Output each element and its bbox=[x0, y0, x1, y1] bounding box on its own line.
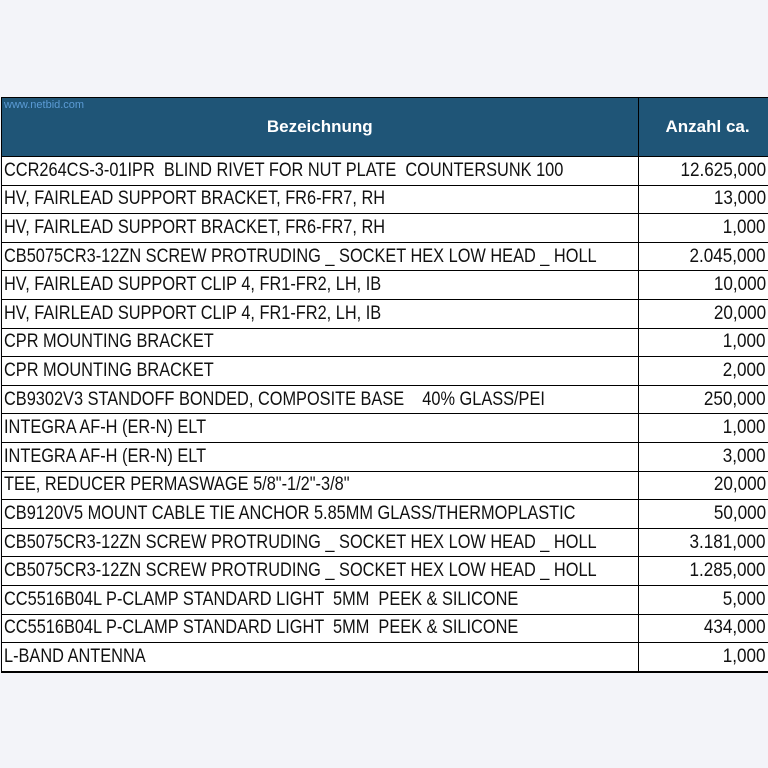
table-row bbox=[2, 614, 768, 643]
table-row bbox=[2, 442, 768, 471]
item-name: CB5075CR3-12ZN SCREW PROTRUDING _ SOCKET HEX LOW HEAD _ HOLL bbox=[4, 245, 597, 267]
item-name-cell bbox=[2, 185, 638, 214]
column-header-bezeichnung: Bezeichnung bbox=[2, 98, 638, 157]
item-quantity-cell bbox=[638, 614, 768, 643]
item-quantity: 250,000 bbox=[704, 388, 766, 410]
item-name-cell bbox=[2, 442, 638, 471]
table-row bbox=[2, 299, 768, 328]
item-name: HV, FAIRLEAD SUPPORT CLIP 4, FR1-FR2, LH, IB bbox=[4, 274, 382, 296]
item-name-cell bbox=[2, 414, 638, 443]
item-quantity-cell bbox=[638, 328, 768, 357]
item-quantity-cell bbox=[638, 271, 768, 300]
item-name: INTEGRA AF-H (ER-N) ELT bbox=[4, 417, 207, 439]
table-row bbox=[2, 385, 768, 414]
item-quantity-cell bbox=[638, 471, 768, 500]
table-row bbox=[2, 557, 768, 586]
column-header-anzahl: Anzahl ca. bbox=[638, 98, 768, 157]
item-name: HV, FAIRLEAD SUPPORT BRACKET, FR6-FR7, RH bbox=[4, 216, 386, 238]
item-quantity-cell bbox=[638, 643, 768, 672]
item-name-cell bbox=[2, 328, 638, 357]
item-quantity-cell bbox=[638, 500, 768, 529]
item-quantity: 13,000 bbox=[713, 188, 766, 210]
table-row bbox=[2, 357, 768, 386]
item-quantity: 12.625,000 bbox=[680, 159, 766, 181]
item-name-cell bbox=[2, 585, 638, 614]
item-name: CCR264CS-3-01IPR BLIND RIVET FOR NUT PLATE COUNTERSUNK 100 bbox=[4, 159, 564, 181]
table-row bbox=[2, 214, 768, 243]
item-quantity-cell bbox=[638, 414, 768, 443]
item-name-cell bbox=[2, 242, 638, 271]
table-row bbox=[2, 471, 768, 500]
item-quantity-cell bbox=[638, 557, 768, 586]
item-name: CB9302V3 STANDOFF BONDED, COMPOSITE BASE 40% GLASS/PEI bbox=[4, 388, 545, 410]
inventory-table-container bbox=[1, 97, 768, 673]
item-quantity-cell bbox=[638, 214, 768, 243]
item-name: CB5075CR3-12ZN SCREW PROTRUDING _ SOCKET HEX LOW HEAD _ HOLL bbox=[4, 531, 597, 553]
item-quantity-cell bbox=[638, 585, 768, 614]
item-name-cell bbox=[2, 643, 638, 672]
item-name: CC5516B04L P-CLAMP STANDARD LIGHT 5MM PEEK & SILICONE bbox=[4, 617, 519, 639]
item-quantity-cell bbox=[638, 385, 768, 414]
item-quantity-cell bbox=[638, 242, 768, 271]
table-row bbox=[2, 242, 768, 271]
item-quantity: 10,000 bbox=[713, 274, 766, 296]
item-quantity-cell bbox=[638, 442, 768, 471]
watermark-text: www.netbid.com bbox=[4, 99, 85, 111]
item-name-cell bbox=[2, 214, 638, 243]
item-name-cell bbox=[2, 157, 638, 186]
item-quantity-cell bbox=[638, 528, 768, 557]
item-quantity: 1,000 bbox=[723, 417, 766, 439]
item-quantity: 3.181,000 bbox=[689, 531, 766, 553]
item-name-cell bbox=[2, 471, 638, 500]
item-name: L-BAND ANTENNA bbox=[4, 645, 146, 667]
item-quantity: 3,000 bbox=[723, 445, 766, 467]
item-quantity: 20,000 bbox=[713, 302, 766, 324]
item-name-cell bbox=[2, 528, 638, 557]
table-row bbox=[2, 500, 768, 529]
item-quantity: 2,000 bbox=[723, 359, 766, 381]
item-name-cell bbox=[2, 299, 638, 328]
item-quantity-cell bbox=[638, 299, 768, 328]
item-name: HV, FAIRLEAD SUPPORT BRACKET, FR6-FR7, RH bbox=[4, 188, 386, 210]
item-quantity: 50,000 bbox=[713, 502, 766, 524]
table-row bbox=[2, 585, 768, 614]
table-row bbox=[2, 414, 768, 443]
item-name: CPR MOUNTING BRACKET bbox=[4, 359, 214, 381]
table-row bbox=[2, 271, 768, 300]
item-name-cell bbox=[2, 500, 638, 529]
item-quantity: 5,000 bbox=[723, 588, 766, 610]
item-name: TEE, REDUCER PERMASWAGE 5/8"-1/2"-3/8" bbox=[4, 474, 350, 496]
table-body bbox=[2, 157, 768, 672]
item-name: CPR MOUNTING BRACKET bbox=[4, 331, 214, 353]
item-name: CB5075CR3-12ZN SCREW PROTRUDING _ SOCKET HEX LOW HEAD _ HOLL bbox=[4, 560, 597, 582]
item-name-cell bbox=[2, 614, 638, 643]
item-name: CC5516B04L P-CLAMP STANDARD LIGHT 5MM PEEK & SILICONE bbox=[4, 588, 519, 610]
table-row bbox=[2, 643, 768, 672]
item-name: HV, FAIRLEAD SUPPORT CLIP 4, FR1-FR2, LH, IB bbox=[4, 302, 382, 324]
item-quantity: 434,000 bbox=[704, 617, 766, 639]
item-quantity-cell bbox=[638, 157, 768, 186]
item-name: CB9120V5 MOUNT CABLE TIE ANCHOR 5.85MM GLASS/THERMOPLASTIC bbox=[4, 502, 576, 524]
table-row bbox=[2, 157, 768, 186]
item-quantity: 1,000 bbox=[723, 216, 766, 238]
table-header-row bbox=[2, 98, 768, 157]
item-name-cell bbox=[2, 557, 638, 586]
item-name-cell bbox=[2, 357, 638, 386]
item-quantity-cell bbox=[638, 357, 768, 386]
item-name: INTEGRA AF-H (ER-N) ELT bbox=[4, 445, 207, 467]
inventory-table bbox=[2, 98, 768, 672]
item-quantity: 1,000 bbox=[723, 331, 766, 353]
table-row bbox=[2, 328, 768, 357]
item-quantity: 20,000 bbox=[713, 474, 766, 496]
item-quantity: 1,000 bbox=[723, 645, 766, 667]
item-quantity: 2.045,000 bbox=[689, 245, 766, 267]
item-name-cell bbox=[2, 271, 638, 300]
item-quantity: 1.285,000 bbox=[689, 560, 766, 582]
table-row bbox=[2, 528, 768, 557]
item-name-cell bbox=[2, 385, 638, 414]
item-quantity-cell bbox=[638, 185, 768, 214]
table-row bbox=[2, 185, 768, 214]
